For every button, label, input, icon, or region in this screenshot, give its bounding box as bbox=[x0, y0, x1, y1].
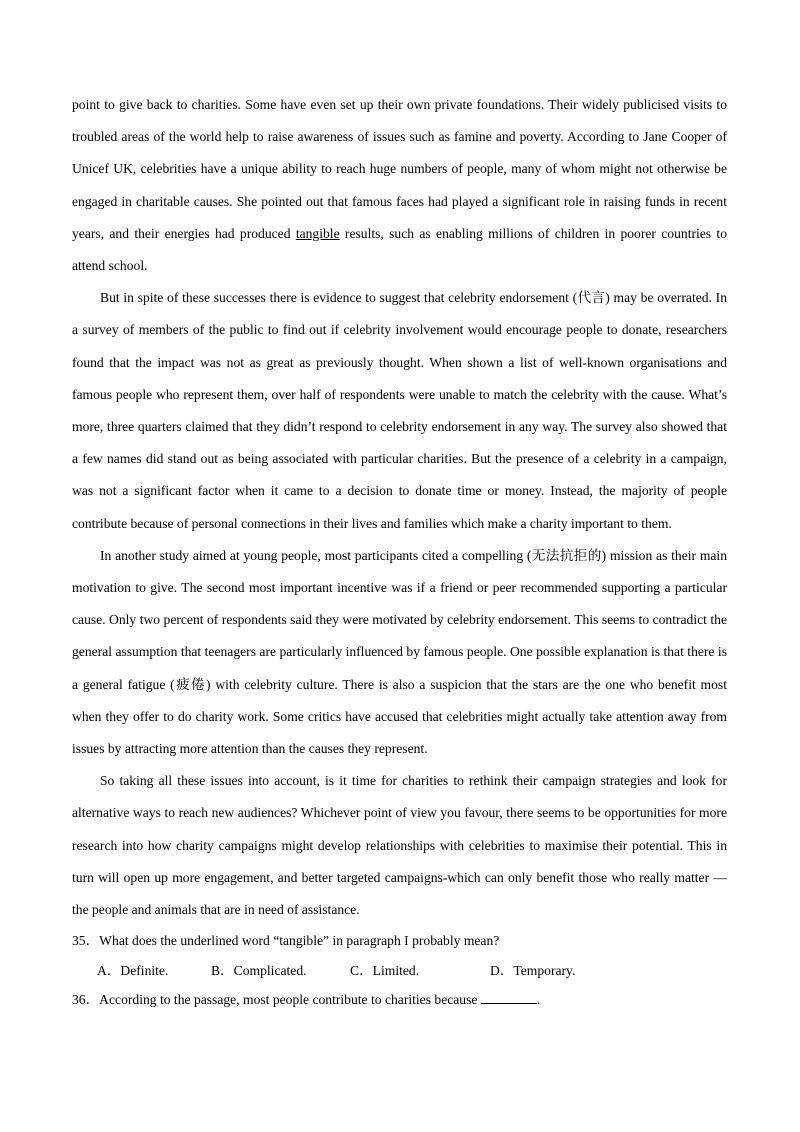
question-36 bbox=[72, 985, 727, 1015]
option-d: D．Temporary. bbox=[490, 962, 576, 978]
paragraph-1-text-a: point to give back to charities. Some have even set up their own private foundations. Their widely publicised visits to troubled areas of the world help to raise awareness of issues such as famine and poverty. According to Jane Cooper of Unicef UK, celebrities have a unique ability to reach huge numbers of people, many of whom might not otherwise be engaged in charitable causes. She pointed out that famous faces had played a significant role in raising funds in recent years, and their energies had produced bbox=[72, 97, 727, 241]
paragraph-4: So taking all these issues into account, is it time for charities to rethink their campaign strategies and look for alternative ways to reach new audiences? Whichever point of view you favour, there seems to be opportunities for more research into how charity campaigns might develop relationships with celebrities to maximise their potential. This in turn will open up more engagement, and better targeted campaigns-which can only benefit those who really matter — the people and animals that are in need of assistance. bbox=[72, 773, 727, 918]
question-35-options bbox=[72, 956, 727, 986]
underlined-word-tangible: tangible bbox=[295, 225, 340, 241]
question-36-stem: 36．According to the passage, most people contribute to charities because bbox=[72, 992, 478, 1008]
paragraph-1 bbox=[72, 89, 727, 282]
option-a: A．Definite. bbox=[97, 962, 169, 978]
question-36-end: . bbox=[536, 992, 541, 1008]
question-35-stem: 35．What does the underlined word “tangible” in paragraph I probably mean? bbox=[72, 933, 500, 949]
paragraph-2: But in spite of these successes there is evidence to suggest that celebrity endorsement (代言) may be overrated. In a survey of members of the public to find out if celebrity involvement would encourage people to donate, researchers found that the impact was not as great as previously thought. When shown a list of well-known organisations and famous people who represent them, over half of respondents were unable to match the celebrity with the cause. What’s more, three quarters claimed that they didn’t respond to celebrity endorsement in any way. The survey also showed that a few names did stand out as being associated with particular charities. But the presence of a celebrity in a campaign, was not a significant factor when it came to a decision to donate time or money. Instead, the majority of people contribute because of personal connections in their lives and families which make a charity important to them. bbox=[72, 290, 727, 531]
paragraph-1-text-b: results, such as enabling millions of children in poorer countries to attend school. bbox=[72, 225, 727, 274]
answer-blank bbox=[481, 992, 537, 1004]
option-b: B．Complicated. bbox=[211, 962, 307, 978]
paragraph-3: In another study aimed at young people, most participants cited a compelling (无法抗拒的) mission as their main motivation to give. The second most important incentive was if a friend or peer recommended supporting a particular cause. Only two percent of respondents said they were motivated by celebrity endorsement. This seems to contradict the general assumption that teenagers are particularly influenced by famous people. One possible explanation is that there is a general fatigue (疲倦) with celebrity culture. There is also a suspicion that the stars are the one who benefit most when they offer to do charity work. Some critics have accused that celebrities might actually take attention away from issues by attracting more attention than the causes they represent. bbox=[72, 547, 727, 757]
document-page bbox=[72, 89, 727, 1015]
option-c: C．Limited. bbox=[350, 962, 420, 978]
